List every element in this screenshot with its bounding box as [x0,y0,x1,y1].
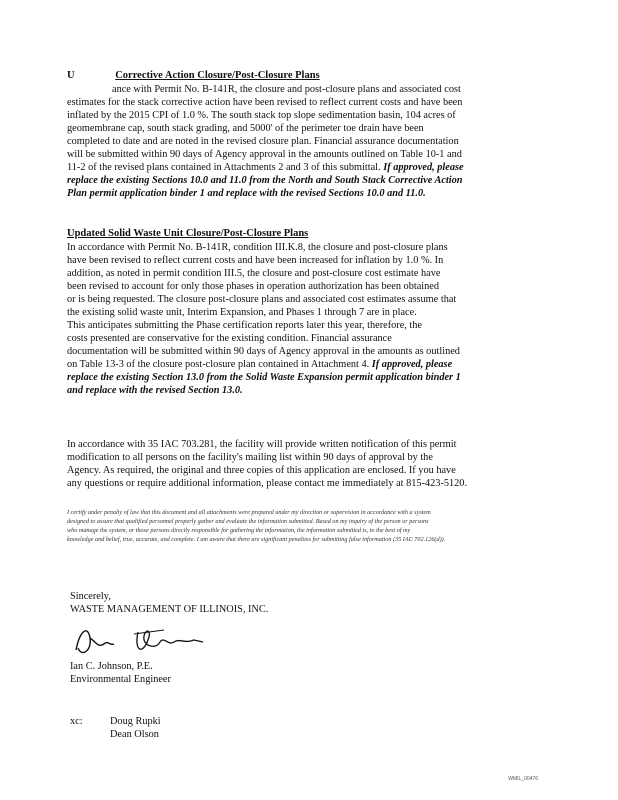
paragraph-line: inflated by the 2015 CPI of 1.0 %. The south stack top slope sedimentation basin, 104 acres of [67,110,456,121]
signatory-block [70,660,171,686]
certification-line: who manage the system, or those persons directly responsible for gathering the information, the information submitted is, to the best of my [67,527,411,534]
closing-block [70,590,268,616]
paragraph-line: on Table 13-3 of the closure post-closure plan contained in Attachment 4. [67,359,370,370]
cc-list [110,715,161,741]
emphasis-text: If approved, please [371,359,453,370]
signatory-name: Ian C. Johnson, P.E. [70,661,153,672]
notification-paragraph [67,438,543,490]
emphasis-line: and replace with the revised Section 13.0. [67,385,243,396]
section-heading-solid-waste [67,228,308,239]
certification-statement [67,508,543,544]
certification-line: designed to assure that qualified personnel properly gather and evaluate the information submitted. Based on my inquiry of the person or persons [67,518,429,525]
paragraph-line: the existing solid waste unit, Interim Expansion, and Phases 1 through 7 are in place. [67,307,417,318]
paragraph-line: completed to date and are noted in the revised closure plan. Financial assurance documentation [67,136,459,147]
emphasis-line: replace the existing Section 13.0 from the Solid Waste Expansion permit application binder 1 [67,372,461,383]
paragraph-line: addition, as noted in permit condition III.5, the closure and post-closure cost estimate have [67,268,441,279]
section-title: Updated Solid Waste Unit Closure/Post-Closure Plans [67,228,309,239]
paragraph-line: costs presented are conservative for the existing condition. Financial assurance [67,333,392,344]
paragraph-line: have been revised to reflect current costs and have been increased for inflation by 1.0 %. In [67,255,444,266]
handwritten-signature [68,620,208,665]
certification-line: I certify under penalty of law that this document and all attachments were prepared under my direction or supervision in accordance with a system [67,509,431,516]
paragraph-line: been revised to account for only those phases in operation authorization has been obtained [67,281,440,292]
paragraph-line: or is being requested. The closure post-closure plans and associated cost estimates assume that [67,294,457,305]
solid-waste-paragraph [67,241,543,397]
section-heading-corrective-action [67,70,320,81]
paragraph-line: Agency. As required, the original and three copies of this application are enclosed. If you have [67,465,456,476]
paragraph-line: will be submitted within 90 days of Agency approval in the amounts outlined on Table 10-1 and [67,149,462,160]
paragraph-line: This anticipates submitting the Phase certification reports later this year, therefore, the [67,320,422,331]
paragraph-line: 11-2 of the revised plans contained in Attachments 2 and 3 of this submittal. [67,162,381,173]
cc-recipient: Dean Olson [110,729,159,740]
company-name: WASTE MANAGEMENT OF ILLINOIS, INC. [70,604,269,615]
cc-label: xc: [70,716,83,727]
paragraph-line: In accordance with Permit No. B-141R, condition III.K.8, the closure and post-closure plans [67,242,448,253]
emphasis-text: If approved, please [383,162,464,173]
bates-number: WMIL_00476 [508,776,538,782]
emphasis-line: Plan permit application binder 1 and replace with the revised Sections 10.0 and 11.0. [67,188,426,199]
certification-line: knowledge and belief, true, accurate, and complete. I am aware that there are significant penalties for submitting false information (35 IAC 702.126(d)). [67,536,446,543]
cc-recipient: Doug Rupki [110,716,161,727]
paragraph-line: documentation will be submitted within 90 days of Agency approval in the amounts as outlined [67,346,460,357]
paragraph-line: estimates for the stack corrective action have been revised to reflect current costs and have been [67,97,463,108]
paragraph-line: ance with Permit No. B-141R, the closure and post-closure plans and associated cost [112,84,461,95]
paragraph-line: In accordance with 35 IAC 703.281, the facility will provide written notification of this permit [67,439,457,450]
section-number: U [67,70,75,81]
paragraph-line: any questions or require additional information, please contact me immediately at 815-423-5120. [67,478,468,489]
closing-salutation: Sincerely, [70,591,111,602]
section-title: Corrective Action Closure/Post-Closure Plans [115,70,320,81]
emphasis-line: replace the existing Sections 10.0 and 11.0 from the North and South Stack Corrective Action [67,175,463,186]
paragraph-line: geomembrane cap, south stack grading, and 5000' of the perimeter toe drain have been [67,123,424,134]
corrective-action-paragraph [67,83,543,200]
signatory-title: Environmental Engineer [70,674,171,685]
paragraph-line: modification to all persons on the facility's mailing list within 90 days of approval by the [67,452,433,463]
